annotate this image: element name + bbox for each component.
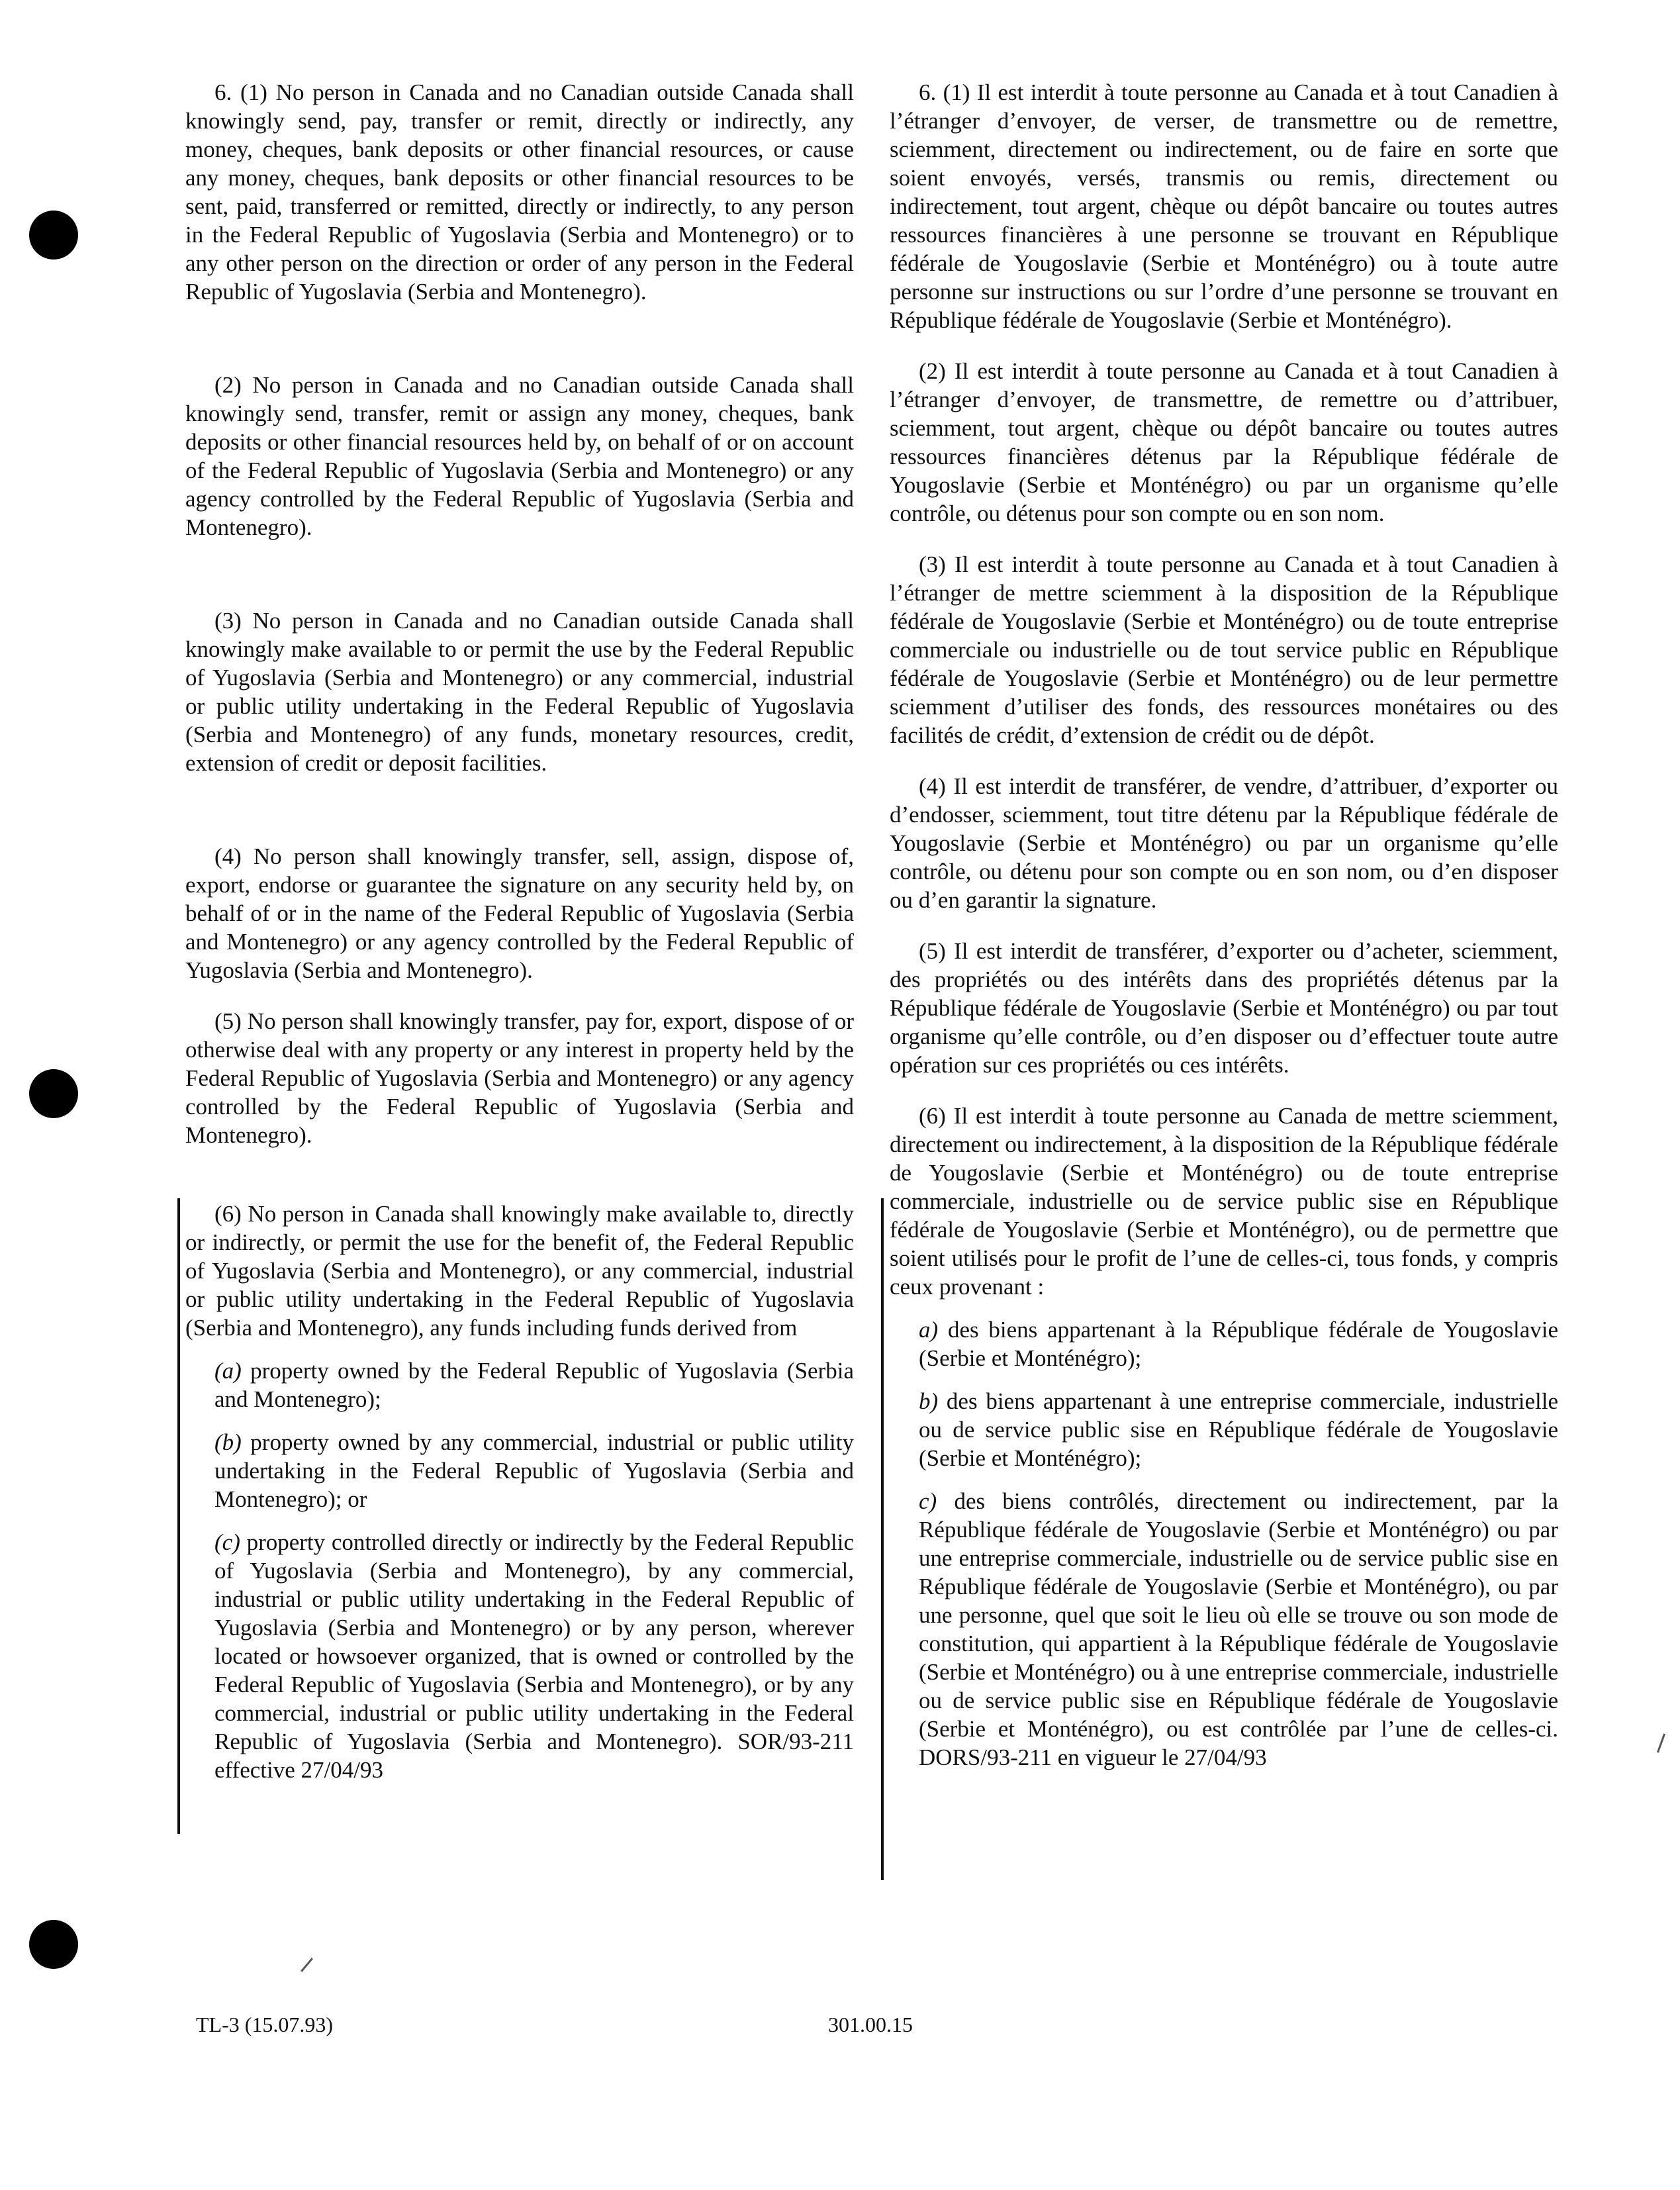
en-paragraph-c-marker: (c) xyxy=(214,1529,240,1555)
punch-hole-top xyxy=(29,211,78,260)
en-paragraph-c-text: property controlled directly or indirectly by the Federal Republic of Yugoslavia (Serbia and Montenegro), by any commercial, industrial or public utility undertaking in the Federal Republic of Yugoslavia (Serbia and Montenegro) or by any person, wherever located or howsoever organized, that is owned or controlled by the Federal Republic of Yugoslavia (Serbia and Montenegro), or by any commercial, industrial or public utility undertaking in the Federal Republic of Yugoslavia (Serbia and Montenegro). SOR/93-211 effective 27/04/93 xyxy=(214,1529,854,1783)
en-section-6-3: (3) No person in Canada and no Canadian outside Canada shall knowingly make available to or permit the use by the Federal Republic of Yugoslavia (Serbia and Montenegro) or any commercial, industrial or public utility undertaking in the Federal Republic of Yugoslavia (Serbia and Montenegro) of any funds, monetary resources, credit, extension of credit or deposit facilities. xyxy=(185,608,854,776)
footer-revision-code: TL-3 (15.07.93) xyxy=(196,2013,334,2036)
fr-paragraph-a-text: des biens appartenant à la République fédérale de Yougoslavie (Serbie et Monténégro); xyxy=(919,1317,1558,1371)
punch-hole-bottom xyxy=(29,1920,78,1969)
fr-section-6-4: (4) Il est interdit de transférer, de vendre, d’attribuer, d’exporter ou d’endosser, sciemment, tout titre détenu par la République fédérale de Yougoslavie (Serbie et Monténégro) ou par un organisme qu’elle contrôle, ou détenu pour son compte ou en son nom, ou d’en disposer ou d’en garantir la signature. xyxy=(890,773,1558,913)
footer-page-number: 301.00.15 xyxy=(828,2013,913,2036)
fr-section-6-1: 6. (1) Il est interdit à toute personne au Canada et à tout Canadien à l’étranger d’envoyer, de verser, de transmettre ou de remettre, sciemment, directement ou indirectement, ou de faire en sorte que soient envoyés, versés, transmis ou remis, directement ou indirectement, tout argent, chèque ou dépôt bancaire ou toutes autres ressources financières à une personne se trouvant en République fédérale de Yougoslavie (Serbie et Monténégro) ou à toute autre personne sur instructions ou sur l’ordre d’une personne se trouvant en République fédérale de Yougoslavie (Serbie et Monténégro). xyxy=(890,79,1558,333)
fr-paragraph-b-text: des biens appartenant à une entreprise commerciale, industrielle ou de service public sise en République fédérale de Yougoslavie (Serbie et Monténégro); xyxy=(919,1388,1558,1471)
fr-section-6-5: (5) Il est interdit de transférer, d’exporter ou d’acheter, sciemment, des propriétés ou des intérêts dans des propriétés détenus par la République fédérale de Yougoslavie (Serbie et Monténégro) ou par tout organisme qu’elle contrôle, ou d’en disposer ou d’effectuer toute autre opération sur ces propriétés ou ces intérêts. xyxy=(890,938,1558,1078)
revision-bar-right xyxy=(881,1198,884,1880)
scan-speck xyxy=(301,1958,313,1972)
en-section-6-5: (5) No person shall knowingly transfer, pay for, export, dispose of or otherwise deal with any property or any interest in property held by the Federal Republic of Yugoslavia (Serbia and Montenegro) or any agency controlled by the Federal Republic of Yugoslavia (Serbia and Montenegro). xyxy=(185,1008,854,1148)
fr-paragraph-b-marker: b) xyxy=(919,1388,939,1414)
en-section-6-2: (2) No person in Canada and no Canadian outside Canada shall knowingly send, transfer, remit or assign any money, cheques, bank deposits or other financial resources held by, on behalf of or on account of the Federal Republic of Yugoslavia (Serbia and Montenegro) or any agency controlled by the Federal Republic of Yugoslavia (Serbia and Montenegro). xyxy=(185,372,854,540)
fr-section-6-2: (2) Il est interdit à toute personne au Canada et à tout Canadien à l’étranger d’envoyer, de transmettre, de remettre ou d’attribuer, sciemment, tout argent, chèque ou dépôt bancaire ou toutes autres ressources financières détenus par la République fédérale de Yougoslavie (Serbie et Monténégro) ou par un organisme qu’elle contrôle, ou détenus pour son compte ou en son nom. xyxy=(890,358,1558,526)
french-column xyxy=(890,78,1558,1786)
en-section-6-4: (4) No person shall knowingly transfer, sell, assign, dispose of, export, endorse or guarantee the signature on any security held by, on behalf of or in the name of the Federal Republic of Yugoslavia (Serbia and Montenegro) or any agency controlled by the Federal Republic of Yugoslavia (Serbia and Montenegro). xyxy=(185,843,854,983)
en-section-6-1: 6. (1) No person in Canada and no Canadian outside Canada shall knowingly send, pay, transfer or remit, directly or indirectly, any money, cheques, bank deposits or other financial resources, or cause any money, cheques, bank deposits or other financial resources to be sent, paid, transferred or remitted, directly or indirectly, to any person in the Federal Republic of Yugoslavia (Serbia and Montenegro) or to any other person on the direction or order of any person in the Federal Republic of Yugoslavia (Serbia and Montenegro). xyxy=(185,79,854,305)
fr-section-6-3: (3) Il est interdit à toute personne au Canada et à tout Canadien à l’étranger de mettre sciemment à la disposition de la République fédérale de Yougoslavie (Serbie et Monténégro) ou de toute entreprise commerciale ou industrielle ou de tout service public en République fédérale de Yougoslavie (Serbie et Monténégro) ou de leur permettre sciemment d’utiliser des fonds, des ressources monétaires ou des facilités de crédit, d’extension de crédit ou de dépôt. xyxy=(890,551,1558,748)
en-paragraph-a-marker: (a) xyxy=(214,1358,242,1384)
en-paragraph-b-marker: (b) xyxy=(214,1429,242,1455)
english-column xyxy=(185,78,854,1799)
revision-bar-left xyxy=(177,1198,180,1834)
en-paragraph-b xyxy=(214,1428,854,1513)
punch-hole-middle xyxy=(29,1069,78,1118)
fr-section-6-6: (6) Il est interdit à toute personne au Canada de mettre sciemment, directement ou indirectement, à la disposition de la République fédérale de Yougoslavie (Serbie et Monténégro) ou de toute entreprise commerciale, industrielle ou de service public sise en République fédérale de Yougoslavie (Serbie et Monténégro), ou de permettre que soient utilisés pour le profit de l’une de celles-ci, tous fonds, y compris ceux provenant : xyxy=(890,1103,1558,1300)
fr-paragraph-b xyxy=(919,1387,1558,1472)
en-paragraph-a xyxy=(214,1357,854,1413)
scan-speck xyxy=(1657,1733,1665,1752)
fr-paragraph-c-marker: c) xyxy=(919,1488,937,1514)
en-paragraph-c xyxy=(214,1528,854,1784)
en-paragraph-a-text: property owned by the Federal Republic of Yugoslavia (Serbia and Montenegro); xyxy=(214,1358,854,1412)
fr-paragraph-c xyxy=(919,1487,1558,1772)
fr-paragraph-c-text: des biens contrôlés, directement ou indirectement, par la République fédérale de Yougoslavie (Serbie et Monténégro) ou par une entreprise commerciale, industrielle ou de service public sise en République fédérale de Yougoslavie (Serbie et Monténégro), ou par une personne, quel que soit le lieu où elle se trouve ou son mode de constitution, qui appartient à la République fédérale de Yougoslavie (Serbie et Monténégro) ou à une entreprise commerciale, industrielle ou de service public sise en République fédérale de Yougoslavie (Serbie et Monténégro), ou est contrôlée par l’une de celles-ci. DORS/93-211 en vigueur le 27/04/93 xyxy=(919,1488,1559,1770)
en-paragraph-b-text: property owned by any commercial, industrial or public utility undertaking in the Federal Republic of Yugoslavia (Serbia and Montenegro); or xyxy=(214,1429,854,1512)
fr-paragraph-a xyxy=(919,1315,1558,1372)
en-section-6-6: (6) No person in Canada shall knowingly make available to, directly or indirectly, or permit the use for the benefit of, the Federal Republic of Yugoslavia (Serbia and Montenegro), or any commercial, industrial or public utility undertaking in the Federal Republic of Yugoslavia (Serbia and Montenegro), any funds including funds derived from xyxy=(185,1201,854,1341)
fr-paragraph-a-marker: a) xyxy=(919,1317,939,1343)
